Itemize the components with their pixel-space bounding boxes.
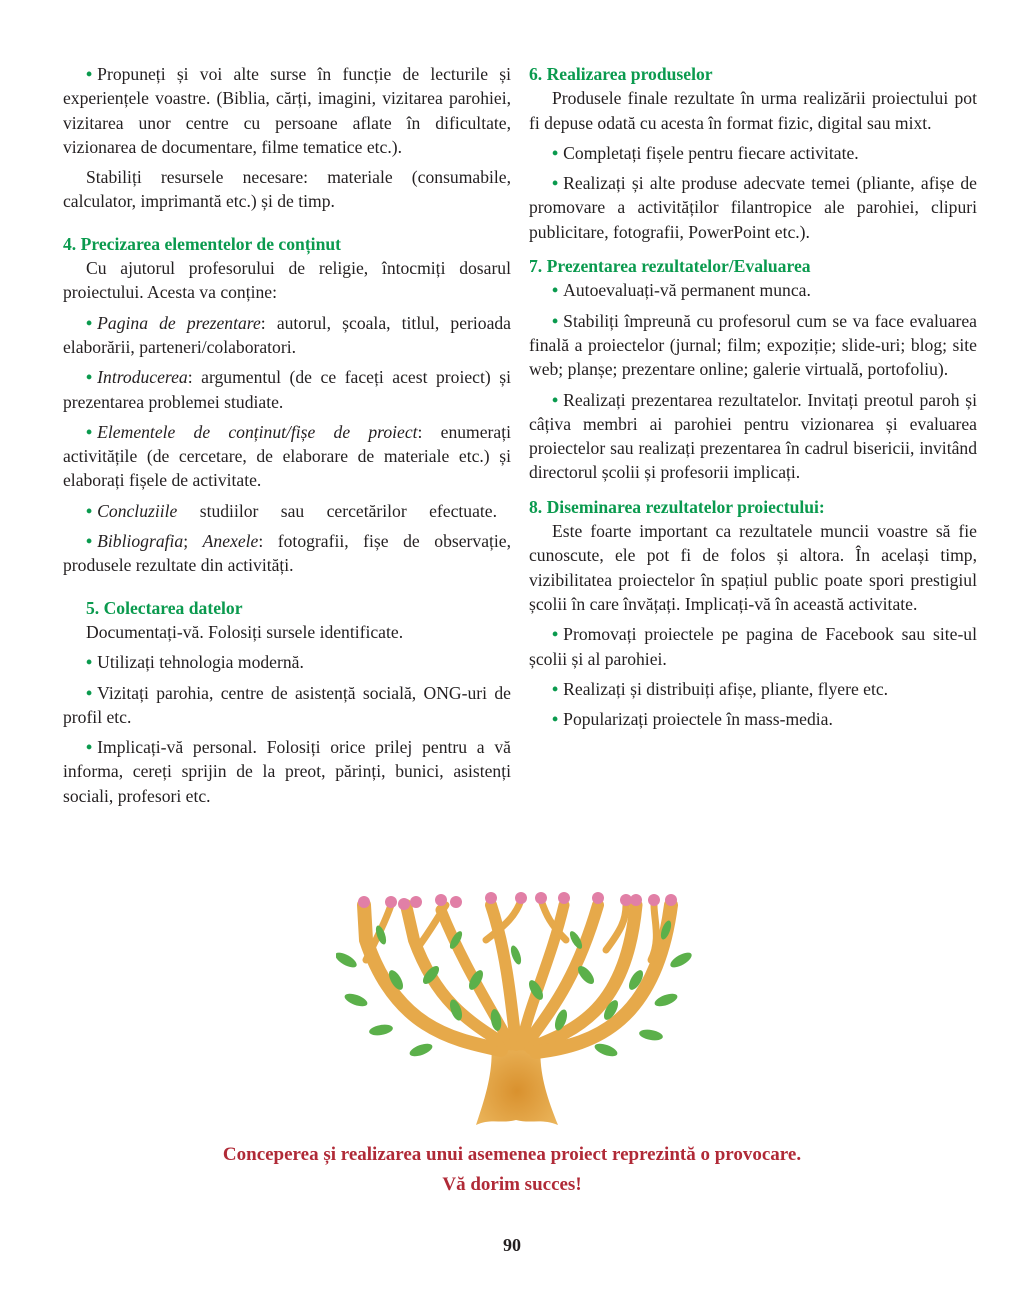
section-6-intro: Produsele finale rezultate în urma realizării proiectului pot fi depuse odată cu acesta în format fizic, digital sau mixt. [529,88,977,133]
item-separator: ; [183,531,203,552]
section-8-intro: Este foarte important ca rezultatele muncii voastre să fie cunoscute, ele pot fi de folos și altora. În același timp, vizibilitatea proiectelor în spațiul public poate spori prestigiul școlii în care învățați. Implicați-vă în această activitate. [529,521,977,614]
section-6-heading: 6. Realizarea produselor [529,64,713,84]
tree-illustration-icon [336,880,696,1125]
section-5-heading: 5. Colectarea datelor [86,597,243,618]
item-text: studiilor sau cercetărilor efectuate. [177,500,497,521]
section-8-item: • Promovați proiectele pe pagina de Facebook sau site-ul școlii și al parohiei. [529,622,977,671]
section-4-item [63,311,511,360]
item-text: : enumerați activitățile (de cercetare, de elaborare de materiale etc.) și elaborați fișele de activitate. [63,421,511,491]
page-number: 90 [503,1235,521,1255]
section-5-item: • Implicați-vă personal. Folosiți orice prilej pentru a vă informa, cereți sprijin de la preot, părinți, bunici, asistenți sociali, profesori etc. [63,735,511,808]
item-term: Introducerea [97,367,188,388]
section-5-intro: Documentați-vă. Folosiți sursele identificate. [86,621,404,642]
section-7-item: • Autoevaluați-vă permanent munca. [529,278,977,302]
section-8-heading: 8. Diseminarea rezultatelor proiectului: [529,496,825,517]
item-text: : argumentul (de ce faceți acest proiect) și prezentarea problemei studiate. [63,367,511,412]
item-term: Concluziile [97,500,178,521]
item-term: Pagina de prezentare [97,312,261,333]
section-4-item [63,529,511,578]
right-column [529,62,977,731]
closing-line-1: Conceperea și realizarea unui asemenea proiect reprezintă o provocare. [222,1144,802,1165]
section-5-item: • Vizitați parohia, centre de asistență socială, ONG-uri de profil etc. [63,681,511,730]
item-text: : fotografii, fișe de observație, produsele rezultate din activități. [63,531,511,576]
section-7-item: • Realizați prezentarea rezultatelor. Invitați preotul paroh și câțiva membri ai parohiei pentru vizionarea și evaluarea proiectelor sau realizați prezentarea în cadrul bisericii, invitând directorul școlii și profesorii implicați. [529,388,977,485]
section-6-item: • Completați fișele pentru fiecare activitate. [529,141,977,165]
item-term: Elementele de conținut/fișe de proiect [97,421,418,442]
resources-paragraph: Stabiliți resursele necesare: materiale (consumabile, calculator, imprimantă etc.) și de timp. [63,167,511,212]
section-4-item [63,499,511,523]
item-term: Anexele [202,531,259,552]
intro-bullet: • Propuneți și voi alte surse în funcție de lecturile și experiențele voastre. (Biblia, cărți, imagini, vizitarea parohiei, vizitarea unor centre cu persoane aflate în dificultate, vizionarea de documentare, filme tematice etc.). [63,62,511,159]
section-4-intro: Cu ajutorul profesorului de religie, întocmiți dosarul proiectului. Acesta va conține: [63,258,511,303]
section-6-item: • Realizați și alte produse adecvate temei (pliante, afișe de promovare a activităților filantropice ale parohiei, clipuri publicitare, fotografii, PowerPoint etc.). [529,171,977,244]
left-column [63,62,511,808]
section-8-item: • Popularizați proiectele în mass-media. [529,707,977,731]
item-term: Bibliografia [97,531,184,552]
section-5-item: • Utilizați tehnologia modernă. [63,650,511,674]
section-4-item [63,420,511,493]
item-text: : autorul, școala, titlul, perioada elaborării, parteneri/colaboratori. [63,312,511,357]
section-7-heading: 7. Prezentarea rezultatelor/Evaluarea [529,256,811,277]
section-4-item [63,365,511,414]
closing-line-2: Vă dorim succes! [442,1174,582,1195]
section-7-item: • Stabiliți împreună cu profesorul cum se va face evaluarea finală a proiectelor (jurnal; film; expoziție; slide-uri; blog; site web; planșe; prezentare online; galerie virtuală, portofoliu). [529,309,977,382]
section-4-heading: 4. Precizarea elementelor de conținut [63,233,341,254]
section-8-item: • Realizați și distribuiți afișe, pliante, flyere etc. [529,677,977,701]
